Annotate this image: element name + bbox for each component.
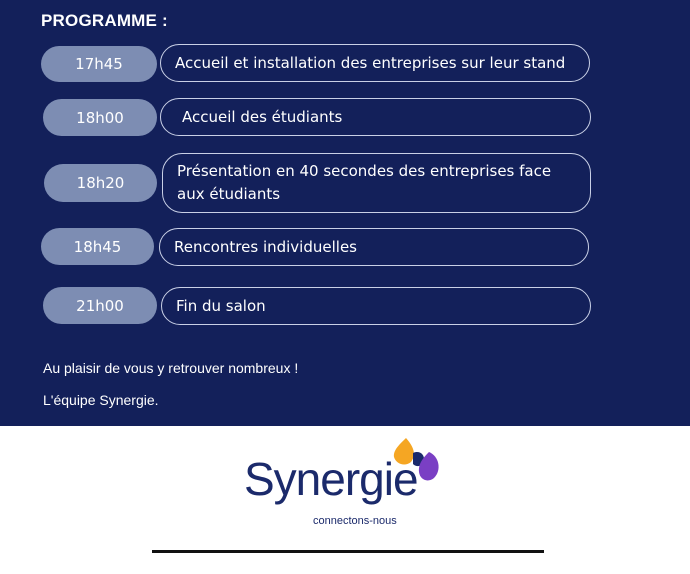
programme-item-label: Accueil et installation des entreprises sur leur stand bbox=[160, 44, 590, 82]
logo-wordmark: Synergie bbox=[244, 453, 418, 505]
time-badge: 21h00 bbox=[43, 287, 157, 324]
programme-item-label: Accueil des étudiants bbox=[160, 98, 591, 136]
programme-item-label: Rencontres individuelles bbox=[159, 228, 589, 266]
divider-line bbox=[152, 550, 544, 553]
programme-item-label: Fin du salon bbox=[161, 287, 591, 325]
synergie-logo bbox=[243, 436, 443, 536]
closing-message: Au plaisir de vous y retrouver nombreux ! bbox=[43, 360, 299, 376]
time-badge: 18h20 bbox=[44, 164, 157, 202]
closing-signature: L'équipe Synergie. bbox=[43, 392, 159, 408]
logo-tagline: connectons-nous bbox=[313, 515, 397, 527]
time-badge: 18h45 bbox=[41, 228, 154, 265]
time-badge: 17h45 bbox=[41, 46, 157, 82]
programme-item-label: Présentation en 40 secondes des entreprises face aux étudiants bbox=[162, 153, 591, 213]
programme-heading: PROGRAMME : bbox=[41, 11, 168, 30]
time-badge: 18h00 bbox=[43, 99, 157, 136]
